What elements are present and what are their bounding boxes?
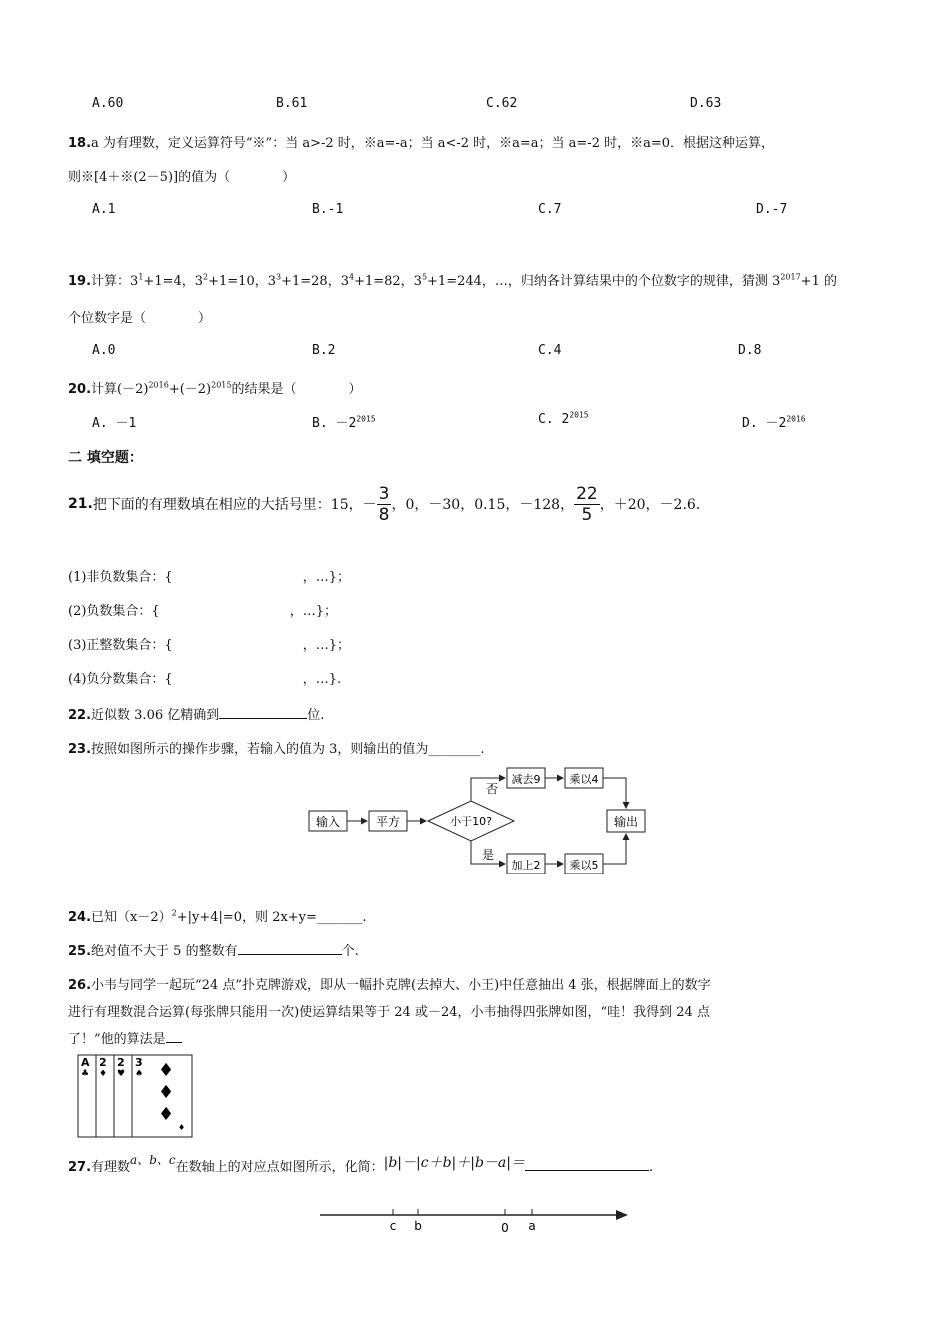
question-number: 27. (68, 1160, 92, 1175)
numerator: 3 (378, 483, 390, 504)
option-exp: 2015 (356, 414, 376, 424)
q24-text: 已知（x－2） (91, 910, 172, 925)
flow-yes-label: 是 (482, 848, 495, 862)
diamond-icon: ♦ (158, 1060, 175, 1081)
option-exp: 2016 (786, 414, 806, 424)
q27-line (68, 1153, 654, 1176)
q19-line2: 个位数字是（ ） (68, 311, 212, 326)
q19-option-b: B.2 (312, 343, 336, 358)
option-text: A. －1 (92, 416, 137, 431)
q19-option-c: C.4 (538, 343, 562, 358)
club-icon: ♣ (81, 1069, 90, 1079)
set-end: ，…}； (289, 604, 337, 619)
q19-expr: +1=244，…，归纳各计算结果中的个位数字的规律，猜测 3 (427, 274, 781, 289)
set-label: (2)负数集合：{ (68, 604, 160, 619)
denominator: 8 (378, 504, 390, 525)
q26-line2: 进行有理数混合运算(每张牌只能用一次)使运算结果等于 24 或－24，小韦抽得四张牌如图，“哇！我得到 24 点 (68, 1005, 710, 1020)
q22-text: 近似数 3.06 亿精确到 (91, 708, 220, 723)
q25-line (68, 940, 359, 959)
q19-exp: 2 (203, 272, 209, 282)
answer-blank[interactable] (525, 1156, 649, 1171)
axis-label-c: c (389, 1219, 397, 1233)
question-number: 18. (68, 136, 92, 151)
q18-option-a: A.1 (92, 202, 116, 217)
question-number: 22. (68, 708, 92, 723)
q20-exp: 2015 (211, 380, 232, 390)
q17-option-b: B.61 (276, 96, 308, 111)
set-end: ，…}； (302, 570, 350, 585)
diamond-icon: ♦ (178, 1123, 186, 1132)
card-rank: 2 (99, 1056, 107, 1069)
card-rank: A (81, 1056, 90, 1069)
q26-text: 了！”他的算法是 (68, 1032, 166, 1047)
flow-square-label: 平方 (375, 815, 401, 829)
q19-exp: 2017 (780, 272, 801, 282)
q27-vars: a、b、c (130, 1153, 176, 1167)
diamond-icon: ♦ (158, 1082, 175, 1103)
q18-text: a 为有理数，定义运算符号“※”：当 a>-2 时，※a=-a；当 a<-2 时，※a=a；当 a=-2 时，※a=0．根据这种运算， (91, 136, 775, 151)
question-number: 26. (68, 978, 92, 993)
flow-times5-label: 乘以5 (569, 859, 599, 872)
flow-decision-label: 小于10? (450, 815, 492, 828)
q18-option-c: C.7 (538, 202, 562, 217)
diamond-icon: ♦ (99, 1069, 108, 1079)
q26-text: 小韦与同学一起玩“24 点”扑克牌游戏，即从一幅扑克牌(去掉大、小王)中任意抽出 4 张，根据牌面上的数字 (91, 978, 711, 993)
card-rank: 2 (117, 1056, 125, 1069)
q19-lead: 计算： (91, 274, 131, 289)
q19-line1 (68, 270, 837, 289)
q19-expr: +1=28，3 (281, 274, 349, 289)
option-text: C. 2 (538, 412, 570, 427)
question-number: 24. (68, 910, 92, 925)
q27-text: 在数轴上的对应点如图所示，化简： (175, 1160, 384, 1175)
q20-exp: 2016 (148, 380, 169, 390)
q17-option-d: D.63 (690, 96, 722, 111)
q21-line1 (68, 478, 700, 530)
set-label: (1)非负数集合：{ (68, 570, 173, 585)
flow-minus9-label: 减去9 (511, 773, 541, 786)
set-label: (3)正整数集合：{ (68, 638, 173, 653)
answer-blank[interactable] (238, 940, 342, 955)
question-number: 23. (68, 742, 92, 757)
q22-line (68, 704, 324, 723)
q18-line1 (68, 132, 774, 151)
q24-line (68, 906, 367, 925)
q18-option-d: D.-7 (756, 202, 788, 217)
question-number: 20. (68, 382, 92, 397)
diamond-icon: ♦ (158, 1104, 175, 1125)
section-title: 二 填空题： (68, 450, 143, 466)
q20-option-c (538, 412, 589, 427)
fraction-3-8 (377, 484, 392, 525)
axis-label-0: 0 (501, 1221, 509, 1235)
q20-option-b (312, 412, 376, 431)
flow-arrow (603, 778, 626, 808)
flow-input-label: 输入 (315, 815, 341, 829)
q24-text: +|y+4|=0，则 2x+y=_______. (176, 910, 367, 925)
answer-blank[interactable] (166, 1028, 182, 1043)
q18-option-b: B.-1 (312, 202, 344, 217)
q19-expr: +1=82，3 (354, 274, 422, 289)
fraction-22-5 (574, 484, 600, 525)
flow-no-label: 否 (486, 782, 499, 796)
denominator: 5 (581, 504, 593, 525)
flow-output-label: 输出 (613, 815, 639, 829)
number-line (316, 1200, 632, 1240)
q21-text: 把下面的有理数填在相应的大括号里：15，－ (92, 497, 377, 513)
q20-line1 (68, 378, 362, 397)
q19-exp: 1 (138, 272, 144, 282)
q19-expr: +1 的 (800, 274, 837, 289)
q23-text: 按照如图所示的操作步骤，若输入的值为 3，则输出的值为________. (91, 742, 485, 757)
q20-option-a (92, 412, 136, 431)
set-label: (4)负分数集合：{ (68, 672, 173, 687)
option-text: B. －2 (312, 416, 357, 431)
q21-set-4 (68, 668, 341, 687)
question-number: 25. (68, 944, 92, 959)
q27-expression: |b|－|c＋b|＋|b－a|＝ (383, 1155, 525, 1171)
q17-option-a: A.60 (92, 96, 124, 111)
numerator: 22 (576, 483, 598, 504)
q19-exp: 4 (348, 272, 355, 282)
axis-label-a: a (528, 1219, 536, 1233)
option-text: D. －2 (742, 416, 787, 431)
flow-arrow (603, 834, 626, 864)
axis-arrow-icon (616, 1210, 628, 1220)
q21-text: ，0，－30，0.15，－128， (391, 497, 575, 513)
answer-blank[interactable] (219, 704, 307, 719)
question-number: 19. (68, 274, 92, 289)
option-exp: 2015 (569, 410, 589, 420)
q21-set-2 (68, 600, 337, 619)
q20-text: 的结果是（ ） (231, 382, 362, 397)
q26-line1 (68, 974, 711, 993)
set-end: ，…}； (302, 638, 350, 653)
q19-option-a: A.0 (92, 343, 116, 358)
q19-expr: 3 (130, 274, 139, 289)
heart-icon: ♥ (117, 1069, 126, 1079)
q18-line2: 则※[4＋※(2－5)]的值为（ ） (68, 170, 296, 185)
q21-set-1 (68, 566, 350, 585)
q17-option-c: C.62 (486, 96, 518, 111)
q19-expr: +1=10，3 (208, 274, 276, 289)
axis-label-b: b (414, 1219, 422, 1233)
set-end: ，…}. (302, 672, 342, 687)
q19-exp: 5 (421, 272, 428, 282)
q21-set-3 (68, 634, 350, 653)
q22-text: 位. (307, 708, 325, 723)
flowchart (300, 764, 650, 874)
q23-line (68, 738, 485, 757)
q20-text: 计算(－2) (91, 382, 149, 397)
question-number: 21. (68, 496, 93, 512)
playing-cards (74, 1054, 194, 1140)
q19-option-d: D.8 (738, 343, 762, 358)
q20-option-d (742, 412, 806, 431)
q27-text: . (649, 1160, 654, 1175)
q25-text: 绝对值不大于 5 的整数有 (91, 944, 238, 959)
q25-text: 个. (341, 944, 359, 959)
flow-times4-label: 乘以4 (569, 773, 599, 786)
flow-plus2-label: 加上2 (511, 859, 541, 872)
q27-text: 有理数 (91, 1160, 131, 1175)
q24-exp: 2 (171, 908, 177, 918)
spade-icon: ♠ (135, 1069, 144, 1079)
card-rank: 3 (135, 1056, 143, 1069)
q26-line3 (68, 1028, 182, 1047)
q19-exp: 3 (276, 272, 282, 282)
q19-expr: +1=4，3 (143, 274, 204, 289)
q20-text: +(－2) (168, 382, 212, 397)
q21-text: ，＋20，－2.6. (599, 497, 701, 513)
